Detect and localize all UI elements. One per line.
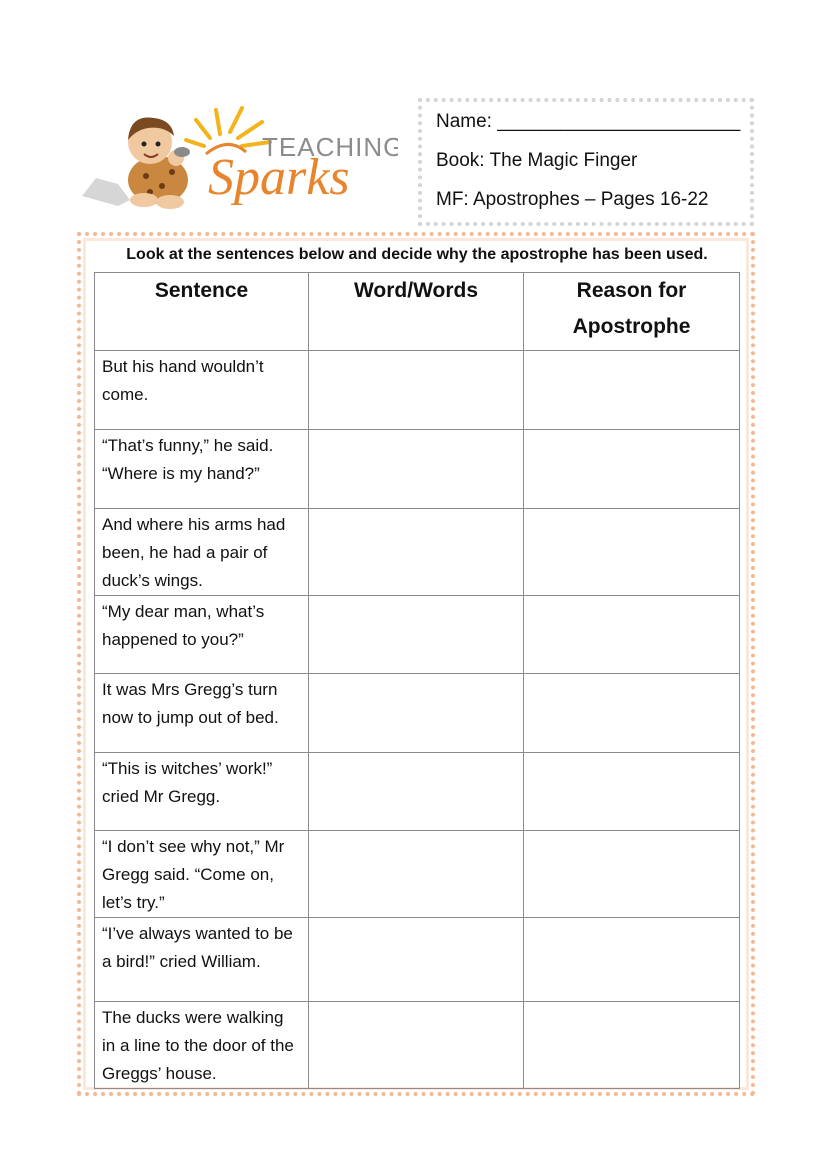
sentence-cell: The ducks were walking in a line to the door of the Greggs’ house.: [95, 1002, 309, 1089]
words-answer-cell[interactable]: [309, 351, 524, 430]
apostrophe-table: [94, 272, 740, 1089]
header-reason: Reason for Apostrophe: [524, 273, 740, 351]
worksheet-topic: MF: Apostrophes – Pages 16-22: [436, 189, 709, 210]
teaching-sparks-logo: [78, 96, 398, 222]
header-words: Word/Words: [309, 273, 524, 351]
reason-answer-cell[interactable]: [524, 596, 740, 674]
logo-sparks-text: Sparks: [208, 149, 350, 206]
words-answer-cell[interactable]: [309, 596, 524, 674]
table-row: [95, 831, 740, 918]
reason-answer-cell[interactable]: [524, 430, 740, 509]
reason-answer-cell[interactable]: [524, 918, 740, 1002]
logo-teaching-text: TEACHING: [262, 132, 398, 162]
words-answer-cell[interactable]: [309, 674, 524, 753]
header-sentence: Sentence: [95, 273, 309, 351]
table-row: [95, 351, 740, 430]
caveman-mascot-icon: [78, 96, 398, 222]
reason-answer-cell[interactable]: [524, 1002, 740, 1089]
sentence-cell: “My dear man, what’s happened to you?”: [95, 596, 309, 674]
sentence-cell: “That’s funny,” he said. “Where is my hand?”: [95, 430, 309, 509]
sentence-cell: But his hand wouldn’t come.: [95, 351, 309, 430]
reason-answer-cell[interactable]: [524, 674, 740, 753]
reason-answer-cell[interactable]: [524, 351, 740, 430]
table-row: [95, 674, 740, 753]
words-answer-cell[interactable]: [309, 918, 524, 1002]
student-info-box: [418, 98, 754, 226]
words-answer-cell[interactable]: [309, 509, 524, 596]
name-field[interactable]: Name: _______________________: [436, 111, 741, 132]
words-answer-cell[interactable]: [309, 1002, 524, 1089]
book-title: Book: The Magic Finger: [436, 150, 638, 171]
sentence-cell: “I’ve always wanted to be a bird!” cried William.: [95, 918, 309, 1002]
reason-answer-cell[interactable]: [524, 831, 740, 918]
words-answer-cell[interactable]: [309, 430, 524, 509]
reason-answer-cell[interactable]: [524, 509, 740, 596]
instruction-text: Look at the sentences below and decide why the apostrophe has been used.: [126, 246, 708, 263]
sentence-cell: And where his arms had been, he had a pair of duck’s wings.: [95, 509, 309, 596]
table-header-row: [95, 273, 740, 351]
table-row: [95, 509, 740, 596]
table-row: [95, 753, 740, 831]
table-row: [95, 918, 740, 1002]
table-row: [95, 596, 740, 674]
words-answer-cell[interactable]: [309, 831, 524, 918]
sentence-cell: “This is witches’ work!” cried Mr Gregg.: [95, 753, 309, 831]
reason-answer-cell[interactable]: [524, 753, 740, 831]
sentence-cell: “I don’t see why not,” Mr Gregg said. “Come on, let’s try.”: [95, 831, 309, 918]
words-answer-cell[interactable]: [309, 753, 524, 831]
sentence-cell: It was Mrs Gregg’s turn now to jump out of bed.: [95, 674, 309, 753]
table-row: [95, 1002, 740, 1089]
table-row: [95, 430, 740, 509]
